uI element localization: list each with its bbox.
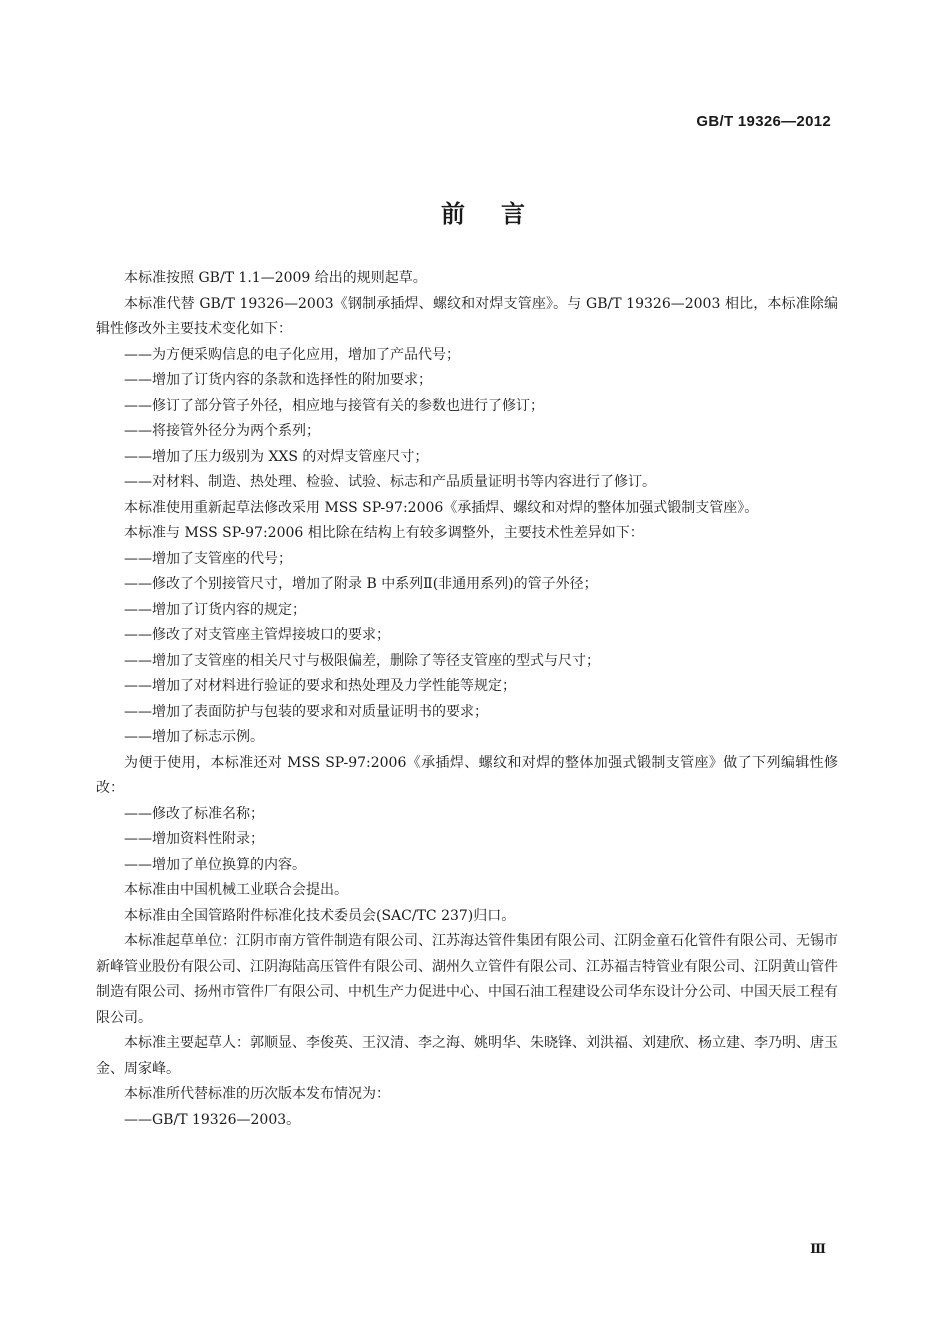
paragraph: ——将接管外径分为两个系列； (124, 423, 320, 439)
paragraph: 本标准主要起草人：郭顺显、李俊英、王汉清、李之海、姚明华、朱晓锋、刘洪福、刘建欣、杨立建、李乃明、唐玉金、周家峰。 (96, 1035, 838, 1077)
paragraph: ——增加了单位换算的内容。 (124, 856, 306, 873)
paragraph: 本标准所代替标准的历次版本发布情况为： (124, 1086, 390, 1102)
paragraph: 本标准起草单位：江阴市南方管件制造有限公司、江苏海达管件集团有限公司、江阴金童石化管件有限公司、无锡市新峰管业股份有限公司、江阴海陆高压管件有限公司、湖州久立管件有限公司、江苏福吉特管业有限公司、江阴黄山管件制造有限公司、扬州市管件厂有限公司、中机生产力促进中心、中国石油工程建设公司华东设计分公司、中国天辰工程有限公司。 (96, 933, 838, 1026)
paragraph: ——增加了订货内容的条款和选择性的附加要求； (124, 372, 432, 388)
paragraph: 为便于使用，本标准还对 MSS SP-97:2006《承插焊、螺纹和对焊的整体加强式锻制支管座》做了下列编辑性修改： (96, 754, 838, 796)
standard-code: GB/T 19326—2012 (696, 113, 831, 130)
paragraph: 本标准与 MSS SP-97:2006 相比除在结构上有较多调整外，主要技术性差异如下： (124, 525, 644, 541)
page-number: Ⅲ (810, 1242, 826, 1257)
paragraph: ——对材料、制造、热处理、检验、试验、标志和产品质量证明书等内容进行了修订。 (124, 474, 656, 490)
paragraph: ——增加了标志示例。 (124, 729, 264, 745)
paragraph: ——为方便采购信息的电子化应用，增加了产品代号； (124, 346, 460, 363)
paragraph: ——增加资料性附录； (124, 831, 264, 847)
paragraph: 本标准由全国管路附件标准化技术委员会(SAC/TC 237)归口。 (124, 907, 516, 924)
paragraph: ——修订了部分管子外径，相应地与接管有关的参数也进行了修订； (124, 397, 544, 414)
paragraph: ——增加了支管座的代号； (124, 550, 292, 567)
paragraph: 本标准由中国机械工业联合会提出。 (124, 882, 348, 898)
paragraph: 本标准按照 GB/T 1.1—2009 给出的规则起草。 (124, 270, 427, 286)
paragraph: ——修改了标准名称； (124, 805, 264, 822)
paragraph: 本标准代替 GB/T 19326—2003《钢制承插焊、螺纹和对焊支管座》。与 GB/T 19326—2003 相比，本标准除编辑性修改外主要技术变化如下： (96, 295, 838, 337)
paragraph: ——修改了个别接管尺寸，增加了附录 B 中系列Ⅱ(非通用系列)的管子外径； (124, 576, 598, 592)
paragraph: ——增加了对材料进行验证的要求和热处理及力学性能等规定； (124, 678, 516, 694)
paragraph: ——增加了压力级别为 XXS 的对焊支管座尺寸； (124, 448, 429, 465)
paragraph: ——增加了表面防护与包装的要求和对质量证明书的要求； (124, 703, 488, 720)
page-title: 前言 (441, 200, 561, 228)
document-body (96, 266, 838, 1133)
paragraph: ——增加了支管座的相关尺寸与极限偏差，删除了等径支管座的型式与尺寸； (124, 652, 600, 669)
paragraph: ——增加了订货内容的规定； (124, 601, 306, 618)
paragraph: 本标准使用重新起草法修改采用 MSS SP-97:2006《承插焊、螺纹和对焊的整体加强式锻制支管座》。 (124, 499, 759, 516)
paragraph: ——GB/T 19326—2003。 (124, 1111, 301, 1128)
paragraph: ——修改了对支管座主管焊接坡口的要求； (124, 627, 390, 643)
